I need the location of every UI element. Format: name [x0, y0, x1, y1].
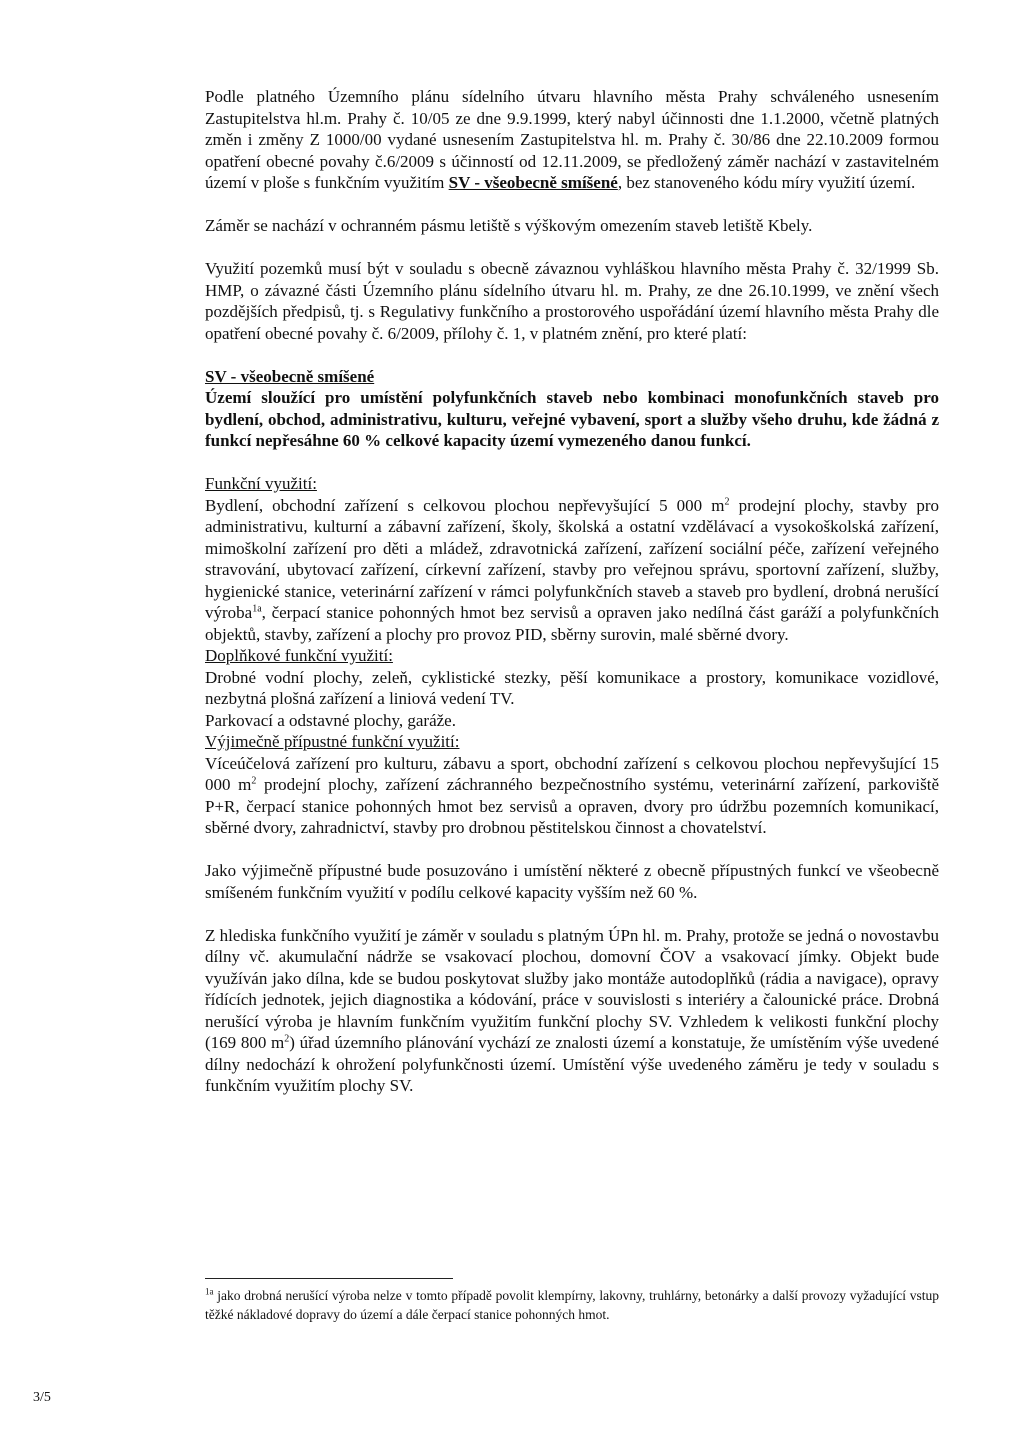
superscript: 2 [284, 1033, 290, 1045]
intro-text-end: , bez stanoveného kódu míry využití území. [617, 173, 916, 192]
supplementary-use-text: Drobné vodní plochy, zeleň, cyklistické stezky, pěší komunikace a prostory, komunikace vozidlové, nezbytná plošná zařízení a liniová vedení TV. [205, 667, 939, 708]
intro-paragraph [205, 86, 939, 194]
conclusion-paragraph [205, 925, 939, 1097]
exceptional-use-text-b: prodejní plochy, zařízení záchranného bezpečnostního systému, veterinární zařízení, parkoviště P+R, čerpací stanice pohonných hmot bez servisů a opraven, dvory pro údržbu pozemních komunikací, sběrné dvory, zahradnictví, stavby pro drobnou pěstitelskou činnost a chovatelství. [205, 775, 939, 837]
superscript: 2 [724, 495, 730, 507]
exceptional-use-text-a: Víceúčelová zařízení pro kulturu, zábavu a sport, obchodní zařízení s celkovou plochou nepřevyšující 15 000 m [205, 753, 939, 794]
zone-code-inline: SV - všeobecně smíšené [448, 173, 618, 192]
regulation-paragraph: Využití pozemků musí být v souladu s obecně závaznou vyhláškou hlavního města Prahy č. 32/1999 Sb. HMP, o závazné části Územního plánu sídelního útvaru hl. m. Prahy, ze dne 26.10.1999, ve znění všech pozdějších předpisů, tj. s Regulativy funkčního a prostorového uspořádání území hlavního města Prahy dle opatření obecné povahy č. 6/2009, přílohy č. 1, v platném znění, pro které platí: [205, 259, 939, 343]
supplementary-use-text-2: Parkovací a odstavné plochy, garáže. [205, 710, 456, 730]
functional-use-text [205, 495, 939, 646]
zone-definition: Území sloužící pro umístění polyfunkčních staveb nebo kombinaci monofunkčních staveb pro bydlení, obchod, administrativu, kulturu, veřejné vybavení, sport a služby všeho druhu, kde žádná z funkcí nepřesáhne 60 % celkové kapacity území vymezeného danou funkcí. [205, 388, 939, 450]
exceptional-use-text [205, 753, 939, 839]
superscript: 2 [251, 775, 257, 787]
exceptional-use-heading: Výjimečně přípustné funkční využití: [205, 732, 460, 751]
airport-paragraph: Záměr se nachází v ochranném pásmu letiště s výškovým omezením staveb letiště Kbely. [205, 216, 813, 235]
page-number: 3/5 [33, 1390, 51, 1405]
footnote-text: jako drobná nerušící výroba nelze v tomto případě povolit klempírny, lakovny, truhlárny, betonárky a další provozy vyžadující vstup těžké nákladové dopravy do území a dále čerpací stanice pohonných hmot. [205, 1288, 939, 1322]
conclusion-text-b: ) úřad územního plánování vychází ze znalosti území a konstatuje, že umístěním výše uvedené dílny nedochází k ohrožení polyfunkčnosti území. Umístění výše uvedeného záměru je tedy v souladu s funkčním využitím plochy SV. [205, 1033, 939, 1095]
functional-use-text-c: , čerpací stanice pohonných hmot bez servisů a opraven jako nedílná část garáží a polyfunkčních objektů, stavby, zařízení a plochy pro provoz PID, sběrny surovin, malé sběrné dvory. [205, 603, 939, 644]
footnote-mark: 1a [205, 1286, 214, 1297]
functional-use-text-a: Bydlení, obchodní zařízení s celkovou plochou nepřevyšující 5 000 m [205, 495, 725, 515]
functional-use-text-b: prodejní plochy, stavby pro administrativu, kulturní a zábavní zařízení, školy, školská a ostatní vzdělávací a vysokoškolská zařízení, mimoškolní zařízení pro děti a mládež, zdravotnická zařízení, zařízení sociální péče, zařízení veřejného stravování, ubytovací zařízení, církevní zařízení, stavby pro veřejnou správu, sportovní zařízení, služby, hygienické stanice, veterinární zařízení v rámci polyfunkčních staveb a staveb pro bydlení, drobná nerušící výroba [205, 495, 939, 622]
footnote-divider [205, 1278, 453, 1279]
functional-use-heading: Funkční využití: [205, 474, 317, 493]
intro-text: Podle platného Územního plánu sídelního útvaru hlavního města Prahy schváleného usnesením Zastupitelstva hl.m. Prahy č. 10/05 ze dne 9.9.1999, který nabyl účinnosti dne 1.1.2000, včetně platných změn i změny Z 1000/00 vydané usnesením Zastupitelstva hl. m. Prahy č. 30/86 dne 22.10.2009 formou opatření obecné povahy č.6/2009 s účinností od 12.11.2009, se předložený záměr nachází v zastavitelném území v ploše s funkčním využitím [205, 87, 939, 192]
conclusion-text-a: Z hlediska funkčního využití je záměr v souladu s platným ÚPn hl. m. Prahy, protože se jedná o novostavbu dílny vč. akumulační nádrže se vsakovací plochou, domovní ČOV a vsakovací jímky. Objekt bude využíván jako dílna, kde se budou poskytovat služby jako montáže autodoplňků (rádia a navigace), opravy řídících jednotek, jejich diagnostika a kódování, práce v souvislosti s interiéry a čalounické práce. Drobná nerušící výroba je hlavním funkčním využitím funkční plochy SV. Vzhledem k velikosti funkční plochy (169 800 m [205, 925, 940, 1052]
footnote-ref: 1a [252, 603, 262, 615]
zone-heading: SV - všeobecně smíšené [205, 366, 375, 386]
exception-paragraph: Jako výjimečně přípustné bude posuzováno i umístění některé z obecně přípustných funkcí ve všeobecně smíšeném funkčním využití v podílu celkové kapacity vyšším než 60 %. [205, 861, 939, 902]
footnote [205, 1286, 939, 1324]
supplementary-use-heading: Doplňkové funkční využití: [205, 646, 393, 665]
document-body [205, 86, 939, 1097]
